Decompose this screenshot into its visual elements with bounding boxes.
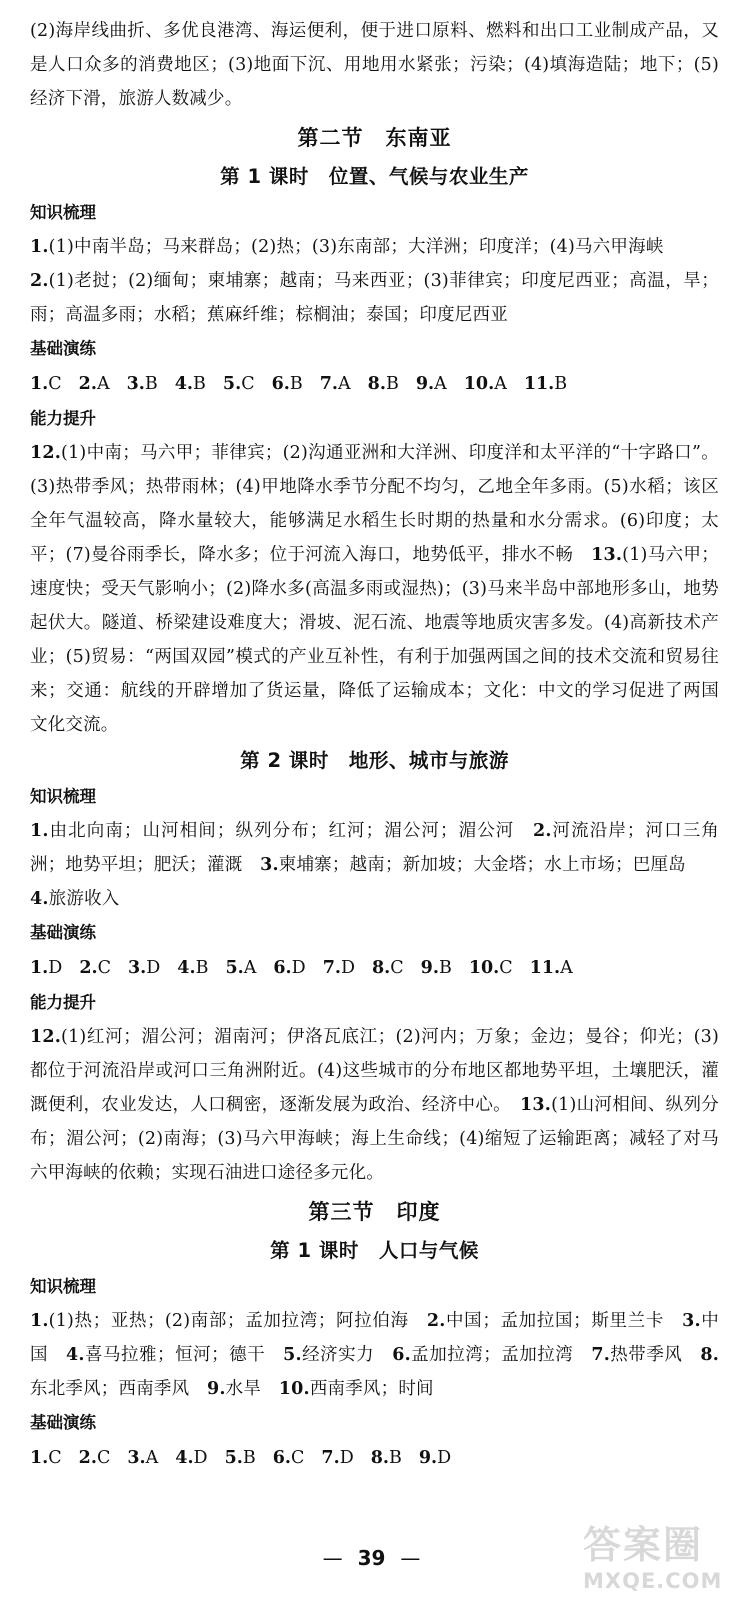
page-dash-left: — xyxy=(322,1546,343,1570)
answer-number: 8. xyxy=(372,958,391,978)
answer-number: 3. xyxy=(126,374,145,394)
item-text: 柬埔寨；越南；新加坡；大金塔；水上市场；巴厘岛 xyxy=(278,855,686,875)
ability-label: 能力提升 xyxy=(30,993,96,1012)
answer-number: 2. xyxy=(79,958,98,978)
answer-item xyxy=(223,374,255,394)
answer-number: 10. xyxy=(468,958,500,978)
item-number: 13. xyxy=(591,545,623,565)
item-number: 2. xyxy=(532,821,552,841)
item-text: 旅游收入 xyxy=(48,889,120,909)
answer-item xyxy=(272,374,303,394)
item-number: 1. xyxy=(30,237,49,257)
answer-letter: D xyxy=(291,958,306,978)
answer-letter: C xyxy=(48,374,62,394)
item-text: 东北季风；西南季风 xyxy=(30,1379,207,1399)
item-text: (1)山河相间、纵列分布；湄公河；(2)南海；(3)马六甲海峡；海上生命线；(4)缩短了运输距离；减轻了对马六甲海峡的依赖；实现石油进口途径多元化。 xyxy=(30,1095,719,1183)
answer-item xyxy=(464,374,507,394)
answer-item xyxy=(79,958,111,978)
answer-number: 3. xyxy=(127,1448,146,1468)
knowledge-label: 知识梳理 xyxy=(30,203,96,222)
lesson-title-s3-l1: 第 1 课时 人口与气候 xyxy=(270,1239,479,1262)
item-text: (1)马六甲；速度快；受天气影响小；(2)降水多(高温多雨或湿热)；(3)马来半岛中部地形多山，地势起伏大。隧道、桥梁建设难度大；滑坡、泥石流、地震等地质灾害多发。(4)高新技术产业；(5)贸易：“两国双园”模式的产业互补性，有利于加强两国之间的技术交流和贸易往来；交通：航线的开辟增加了货运量，降低了运输成本；文化：中文的学习促进了两国文化交流。 xyxy=(30,545,719,735)
item-number: 10. xyxy=(278,1379,310,1399)
answer-letter: B xyxy=(554,374,568,394)
knowledge-item xyxy=(30,230,719,264)
lesson-title-s2-l2: 第 2 课时 地形、城市与旅游 xyxy=(240,749,509,772)
answer-number: 7. xyxy=(322,958,341,978)
item-number: 12. xyxy=(30,443,62,463)
answer-letter: B xyxy=(242,1448,256,1468)
answer-letter: B xyxy=(438,958,452,978)
item-number: 5. xyxy=(283,1345,302,1365)
answer-letter: C xyxy=(291,1448,305,1468)
ability-paragraph xyxy=(30,1020,719,1190)
answer-letter: A xyxy=(145,1448,159,1468)
answer-item xyxy=(320,374,351,394)
item-text: 中国 xyxy=(30,1311,719,1365)
answer-item xyxy=(321,1448,353,1468)
answer-number: 5. xyxy=(224,1448,243,1468)
answer-letter: C xyxy=(499,958,513,978)
answer-number: 1. xyxy=(30,1448,49,1468)
answer-item xyxy=(530,958,573,978)
item-text: 孟加拉湾；孟加拉湾 xyxy=(410,1345,592,1365)
item-text: 由北向南；山河相间；纵列分布；红河；湄公河；湄公河 xyxy=(48,821,533,841)
answer-number: 4. xyxy=(174,374,194,394)
answer-number: 9. xyxy=(415,374,435,394)
knowledge-item xyxy=(30,882,719,916)
answer-item xyxy=(175,374,206,394)
answer-number: 5. xyxy=(222,374,242,394)
answer-letter: D xyxy=(48,958,63,978)
answer-item xyxy=(128,958,160,978)
answer-number: 1. xyxy=(30,374,49,394)
answer-item xyxy=(273,958,305,978)
answer-letter: A xyxy=(243,958,257,978)
knowledge-label: 知识梳理 xyxy=(30,787,96,806)
answer-letter: B xyxy=(144,374,158,394)
answer-item xyxy=(30,1448,62,1468)
item-number: 2. xyxy=(30,271,49,291)
page-number-value: 39 xyxy=(357,1546,386,1570)
knowledge-paragraph xyxy=(30,1304,719,1406)
answer-letter: A xyxy=(434,374,447,394)
answer-number: 6. xyxy=(271,374,290,394)
item-text: 喜马拉雅；恒河；德干 xyxy=(84,1345,284,1365)
answer-item xyxy=(177,958,208,978)
page-dash-right: — xyxy=(400,1546,421,1570)
answer-number: 11. xyxy=(523,374,555,394)
answer-letter: B xyxy=(195,958,209,978)
item-text: (1)中南半岛；马来群岛；(2)热；(3)东南部；大洋洲；印度洋；(4)马六甲海峡 xyxy=(48,237,664,257)
item-number: 12. xyxy=(30,1027,62,1047)
item-text: 水旱 xyxy=(225,1379,279,1399)
answer-letter: D xyxy=(193,1448,208,1468)
lesson-title-s2-l1: 第 1 课时 位置、气候与农业生产 xyxy=(220,165,529,188)
answer-letter: B xyxy=(289,374,303,394)
answer-number: 5. xyxy=(225,958,244,978)
answer-letter: C xyxy=(390,958,404,978)
answer-letter: A xyxy=(338,374,351,394)
knowledge-item xyxy=(30,264,719,332)
answer-letter: A xyxy=(494,374,507,394)
section-title-india: 第三节 印度 xyxy=(308,1200,441,1224)
item-text: 经济实力 xyxy=(301,1345,393,1365)
answer-item xyxy=(416,374,447,394)
item-number: 13. xyxy=(520,1095,552,1115)
answer-number: 2. xyxy=(78,1448,97,1468)
answer-item xyxy=(30,958,62,978)
item-number: 1. xyxy=(30,1311,49,1331)
answer-number: 1. xyxy=(30,958,49,978)
site-watermark-logo xyxy=(583,1514,733,1592)
item-text: (1)热；亚热；(2)南部；孟加拉湾；阿拉伯海 xyxy=(48,1311,427,1331)
answer-letter: B xyxy=(389,1448,402,1468)
watermark-domain: MXQE.COM xyxy=(583,1569,723,1593)
answer-letter: B xyxy=(385,374,399,394)
answer-number: 6. xyxy=(273,958,292,978)
knowledge-label: 知识梳理 xyxy=(30,1277,96,1296)
answer-item xyxy=(323,958,355,978)
answer-number: 10. xyxy=(463,374,495,394)
item-number: 3. xyxy=(260,855,279,875)
answer-item xyxy=(79,1448,111,1468)
item-text: 河流沿岸；河口三角洲；地势平坦；肥沃；灌溉 xyxy=(30,821,719,875)
answer-row xyxy=(30,366,719,402)
answer-row xyxy=(30,950,719,986)
answer-item xyxy=(30,374,62,394)
item-text: 西南季风；时间 xyxy=(309,1379,434,1399)
answer-item xyxy=(421,958,452,978)
answer-letter: C xyxy=(48,1448,62,1468)
basic-label: 基础演练 xyxy=(30,923,96,942)
answer-row xyxy=(30,1440,719,1476)
answer-letter: C xyxy=(97,958,111,978)
intro-paragraph: (2)海岸线曲折、多优良港湾、海运便利，便于进口原料、燃料和出口工业制成产品，又是人口众多的消费地区；(3)地面下沉、用地用水紧张；污染；(4)填海造陆；地下；(5)经济下滑，旅游人数减少。 xyxy=(30,21,719,109)
basic-label: 基础演练 xyxy=(30,339,96,358)
answer-item xyxy=(225,958,256,978)
item-text: (1)红河；湄公河；湄南河；伊洛瓦底江；(2)河内；万象；金边；曼谷；仰光；(3)都位于河流沿岸或河口三角洲附近。(4)这些城市的分布地区都地势平坦，土壤肥沃，灌溉便利，农业发达，人口稠密，逐渐发展为政治、经济中心。 xyxy=(30,1027,719,1115)
item-number: 2. xyxy=(426,1311,446,1331)
item-number: 7. xyxy=(591,1345,610,1365)
answer-letter: D xyxy=(339,1448,354,1468)
answer-item xyxy=(371,1448,402,1468)
basic-label: 基础演练 xyxy=(30,1413,96,1432)
answer-letter: D xyxy=(340,958,355,978)
answer-letter: B xyxy=(193,374,206,394)
answer-number: 3. xyxy=(127,958,147,978)
item-text: (1)中南；马六甲；菲律宾；(2)沟通亚洲和大洋洲、印度洋和太平洋的“十字路口”。(3)热带季风；热带雨林；(4)甲地降水季节分配不均匀，乙地全年多雨。(5)水稻；该区全年气温较高，降水量较大，能够满足水稻生长时期的热量和水分需求。(6)印度；太平；(7)曼谷雨季长，降水多；位于河流入海口，地势低平，排水不畅 xyxy=(30,443,719,565)
item-number: 9. xyxy=(207,1379,226,1399)
answer-letter: C xyxy=(96,1448,111,1468)
answer-number: 4. xyxy=(175,1448,194,1468)
answer-item xyxy=(127,1448,158,1468)
answer-item xyxy=(469,958,513,978)
answer-number: 9. xyxy=(420,958,439,978)
answer-item xyxy=(524,374,567,394)
answer-item xyxy=(368,374,399,394)
ability-label: 能力提升 xyxy=(30,409,96,428)
answer-number: 6. xyxy=(272,1448,292,1468)
item-number: 8. xyxy=(700,1345,720,1365)
item-number: 6. xyxy=(392,1345,411,1365)
answer-item xyxy=(127,374,158,394)
answer-number: 2. xyxy=(78,374,97,394)
answer-item xyxy=(175,1448,207,1468)
item-number: 4. xyxy=(66,1345,85,1365)
answer-number: 11. xyxy=(529,958,561,978)
answer-number: 9. xyxy=(418,1448,438,1468)
watermark-title: 答案圈 xyxy=(583,1523,704,1567)
answer-item xyxy=(419,1448,451,1468)
item-text: 热带季风 xyxy=(609,1345,701,1365)
answer-letter: A xyxy=(96,374,110,394)
answer-number: 7. xyxy=(321,1448,340,1468)
answer-number: 7. xyxy=(319,374,339,394)
answer-number: 8. xyxy=(370,1448,389,1468)
answer-number: 4. xyxy=(177,958,196,978)
answer-item xyxy=(225,1448,256,1468)
answer-letter: D xyxy=(437,1448,452,1468)
answer-item xyxy=(372,958,404,978)
item-number: 1. xyxy=(30,821,49,841)
answer-item xyxy=(79,374,110,394)
item-number: 4. xyxy=(30,889,49,909)
answer-letter: A xyxy=(560,958,573,978)
knowledge-item xyxy=(30,814,719,882)
ability-paragraph xyxy=(30,436,719,742)
answer-item xyxy=(273,1448,305,1468)
item-number: 3. xyxy=(682,1311,701,1331)
answer-letter: C xyxy=(241,374,255,394)
answer-letter: D xyxy=(146,958,161,978)
item-text: (1)老挝；(2)缅甸；柬埔寨；越南；马来西亚；(3)菲律宾；印度尼西亚；高温，旱；雨；高温多雨；水稻；蕉麻纤维；棕榈油；泰国；印度尼西亚 xyxy=(30,271,719,325)
section-title-southeast-asia: 第二节 东南亚 xyxy=(297,126,452,150)
item-text: 中国；孟加拉国；斯里兰卡 xyxy=(445,1311,683,1331)
answer-number: 8. xyxy=(367,374,386,394)
